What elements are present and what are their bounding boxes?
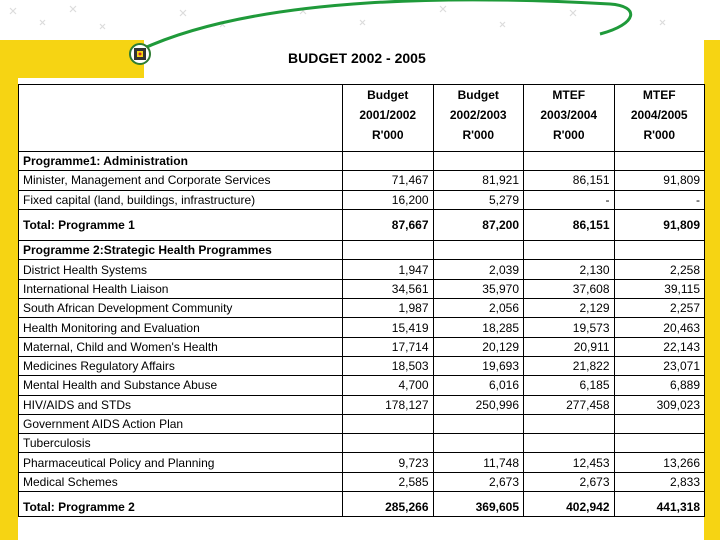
- cell-value: 35,970: [433, 279, 524, 298]
- table-row: [19, 318, 705, 337]
- header-row: [19, 125, 705, 145]
- total-value: 285,266: [343, 498, 434, 517]
- cell-value: 71,467: [343, 171, 434, 190]
- cell-value: [343, 434, 434, 453]
- cell-value: 23,071: [614, 356, 705, 375]
- cell-value: 2,585: [343, 472, 434, 491]
- column-header: R'000: [524, 125, 615, 145]
- cell-value: 6,016: [433, 376, 524, 395]
- column-header: R'000: [433, 125, 524, 145]
- cell-value: -: [614, 190, 705, 209]
- total-value: 87,667: [343, 216, 434, 234]
- row-label: Fixed capital (land, buildings, infrastructure): [19, 190, 343, 209]
- cell-value: 20,911: [524, 337, 615, 356]
- column-header: R'000: [343, 125, 434, 145]
- total-value: 87,200: [433, 216, 524, 234]
- table-row: [19, 279, 705, 298]
- cell-value: 18,503: [343, 356, 434, 375]
- cell-value: 91,809: [614, 171, 705, 190]
- cell-value: 17,714: [343, 337, 434, 356]
- total-value: 369,605: [433, 498, 524, 517]
- cell-value: 5,279: [433, 190, 524, 209]
- cell-value: 2,130: [524, 260, 615, 279]
- column-header: 2003/2004: [524, 105, 615, 125]
- cell-value: 19,573: [524, 318, 615, 337]
- total-value: 91,809: [614, 216, 705, 234]
- cell-value: 2,258: [614, 260, 705, 279]
- programme2-rows: [19, 260, 705, 492]
- cell-value: 16,200: [343, 190, 434, 209]
- row-label: Medicines Regulatory Affairs: [19, 356, 343, 375]
- cell-value: 86,151: [524, 171, 615, 190]
- cell-value: [524, 434, 615, 453]
- cell-value: 309,023: [614, 395, 705, 414]
- page-title: BUDGET 2002 - 2005: [288, 50, 426, 66]
- row-label: District Health Systems: [19, 260, 343, 279]
- cell-value: 6,889: [614, 376, 705, 395]
- row-label: Mental Health and Substance Abuse: [19, 376, 343, 395]
- table-row: [19, 337, 705, 356]
- row-label: Government AIDS Action Plan: [19, 414, 343, 433]
- total-value: 86,151: [524, 216, 615, 234]
- cell-value: 2,129: [524, 299, 615, 318]
- total-row: [19, 216, 705, 234]
- cell-value: 178,127: [343, 395, 434, 414]
- cell-value: 2,039: [433, 260, 524, 279]
- cell-value: [614, 414, 705, 433]
- cell-value: 2,673: [433, 472, 524, 491]
- cell-value: [343, 414, 434, 433]
- total-value: 402,942: [524, 498, 615, 517]
- header-row: [19, 85, 705, 106]
- cell-value: 39,115: [614, 279, 705, 298]
- table-row: [19, 260, 705, 279]
- cell-value: [433, 434, 524, 453]
- column-header: MTEF: [614, 85, 705, 106]
- cell-value: 2,833: [614, 472, 705, 491]
- cell-value: 12,453: [524, 453, 615, 472]
- cell-value: 22,143: [614, 337, 705, 356]
- table-row: [19, 299, 705, 318]
- table-row: [19, 190, 705, 209]
- cell-value: [433, 414, 524, 433]
- cell-value: 21,822: [524, 356, 615, 375]
- table-row: [19, 414, 705, 433]
- column-header: 2002/2003: [433, 105, 524, 125]
- row-label: South African Development Community: [19, 299, 343, 318]
- header-row: [19, 105, 705, 125]
- total-label: Total: Programme 2: [19, 498, 343, 517]
- total-row: [19, 498, 705, 517]
- cell-value: [614, 434, 705, 453]
- cell-value: 2,673: [524, 472, 615, 491]
- table-row: [19, 171, 705, 190]
- cell-value: 250,996: [433, 395, 524, 414]
- table-row: [19, 434, 705, 453]
- cell-value: 9,723: [343, 453, 434, 472]
- cell-value: 34,561: [343, 279, 434, 298]
- total-label: Total: Programme 1: [19, 216, 343, 234]
- cell-value: 37,608: [524, 279, 615, 298]
- row-label: Health Monitoring and Evaluation: [19, 318, 343, 337]
- cell-value: 81,921: [433, 171, 524, 190]
- column-header: MTEF: [524, 85, 615, 106]
- section-heading-row: [19, 152, 705, 171]
- cell-value: 6,185: [524, 376, 615, 395]
- column-header: Budget: [433, 85, 524, 106]
- column-header: R'000: [614, 125, 705, 145]
- column-header: 2004/2005: [614, 105, 705, 125]
- row-label: Pharmaceutical Policy and Planning: [19, 453, 343, 472]
- cell-value: 2,056: [433, 299, 524, 318]
- row-label: Minister, Management and Corporate Services: [19, 171, 343, 190]
- section-heading: Programme1: Administration: [19, 152, 343, 171]
- table-row: [19, 395, 705, 414]
- cell-value: 19,693: [433, 356, 524, 375]
- cell-value: 20,129: [433, 337, 524, 356]
- column-header: 2001/2002: [343, 105, 434, 125]
- row-label: International Health Liaison: [19, 279, 343, 298]
- cell-value: [524, 414, 615, 433]
- cell-value: 2,257: [614, 299, 705, 318]
- cell-value: 4,700: [343, 376, 434, 395]
- cell-value: 13,266: [614, 453, 705, 472]
- cell-value: 18,285: [433, 318, 524, 337]
- total-value: 441,318: [614, 498, 705, 517]
- column-header: Budget: [343, 85, 434, 106]
- row-label: Maternal, Child and Women's Health: [19, 337, 343, 356]
- table-row: [19, 472, 705, 491]
- section-heading: Programme 2:Strategic Health Programmes: [19, 241, 343, 260]
- section-heading-row: [19, 241, 705, 260]
- table-row: [19, 356, 705, 375]
- cell-value: 15,419: [343, 318, 434, 337]
- table-row: [19, 453, 705, 472]
- crest-icon: [128, 42, 152, 66]
- budget-table: [18, 84, 705, 517]
- cell-value: 277,458: [524, 395, 615, 414]
- cell-value: 1,947: [343, 260, 434, 279]
- cell-value: 1,987: [343, 299, 434, 318]
- cell-value: -: [524, 190, 615, 209]
- row-label: HIV/AIDS and STDs: [19, 395, 343, 414]
- row-label: Medical Schemes: [19, 472, 343, 491]
- cell-value: 20,463: [614, 318, 705, 337]
- row-label: Tuberculosis: [19, 434, 343, 453]
- cell-value: 11,748: [433, 453, 524, 472]
- table-row: [19, 376, 705, 395]
